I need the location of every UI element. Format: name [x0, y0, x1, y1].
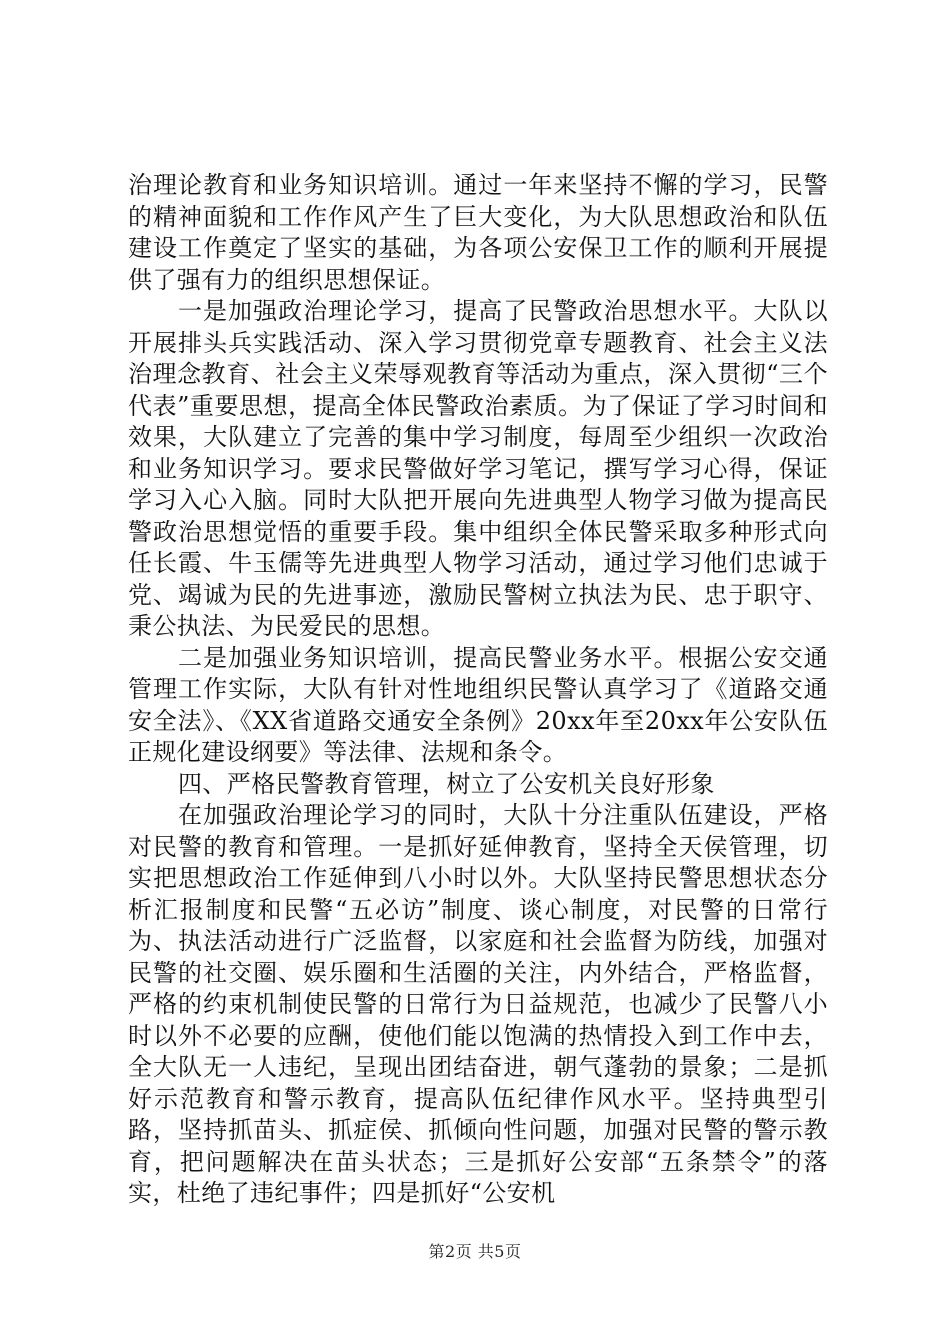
paragraph-education-management: 在加强政治理论学习的同时，大队十分注重队伍建设，严格对民警的教育和管理。一是抓好延伸教育，坚持全天侯管理，切实把思想政治工作延伸到八小时以外。大队坚持民警思想状态分析汇报制度和民警“五必访”制度、谈心制度，对民警的日常行为、执法活动进行广泛监督，以家庭和社会监督为防线，加强对民警的社交圈、娱乐圈和生活圈的关注，内外结合，严格监督，严格的约束机制使民警的日常行为日益规范，也减少了民警八小时以外不必要的应酬，使他们能以饱满的热情投入到工作中去，全大队无一人违纪，呈现出团结奋进，朝气蓬勃的景象；二是抓好示范教育和警示教育，提高队伍纪律作风水平。坚持典型引路，坚持抓苗头、抓症侯、抓倾向性问题，加强对民警的警示教育，把问题解决在苗头状态；三是抓好公安部“五条禁令”的落实，杜绝了违纪事件；四是抓好“公安机 — [128, 801, 828, 1207]
page-number-footer: 第2页 共5页 — [428, 1242, 522, 1261]
paragraph-continuation: 治理论教育和业务知识培训。通过一年来坚持不懈的学习，民警的精神面貌和工作作风产生了巨大变化，为大队思想政治和队伍建设工作奠定了坚实的基础，为各项公安保卫工作的顺利开展提供了强有力的组织思想保证。 — [128, 171, 828, 294]
document-body — [128, 170, 828, 1210]
paragraph-political-study: 一是加强政治理论学习，提高了民警政治思想水平。大队以开展排头兵实践活动、深入学习贯彻党章专题教育、社会主义法治理念教育、社会主义荣辱观教育等活动为重点，深入贯彻“三个代表”重要思想，提高全体民警政治素质。为了保证了学习时间和效果，大队建立了完善的集中学习制度，每周至少组织一次政治和业务知识学习。要求民警做好学习笔记，撰写学习心得，保证学习入心入脑。同时大队把开展向先进典型人物学习做为提高民警政治思想觉悟的重要手段。集中组织全体民警采取多种形式向任长霞、牛玉儒等先进典型人物学习活动，通过学习他们忠诚于党、竭诚为民的先进事迹，激励民警树立执法为民、忠于职守、秉公执法、为民爱民的思想。 — [128, 297, 828, 640]
paragraph-business-training: 二是加强业务知识培训，提高民警业务水平。根据公安交通管理工作实际，大队有针对性地组织民警认真学习了《道路交通安全法》、《XX省道路交通安全条例》20xx年至20xx年公安队伍正规化建设纲要》等法律、法规和条令。 — [128, 643, 828, 766]
section-heading-four: 四、严格民警教育管理，树立了公安机关良好形象 — [178, 769, 715, 798]
